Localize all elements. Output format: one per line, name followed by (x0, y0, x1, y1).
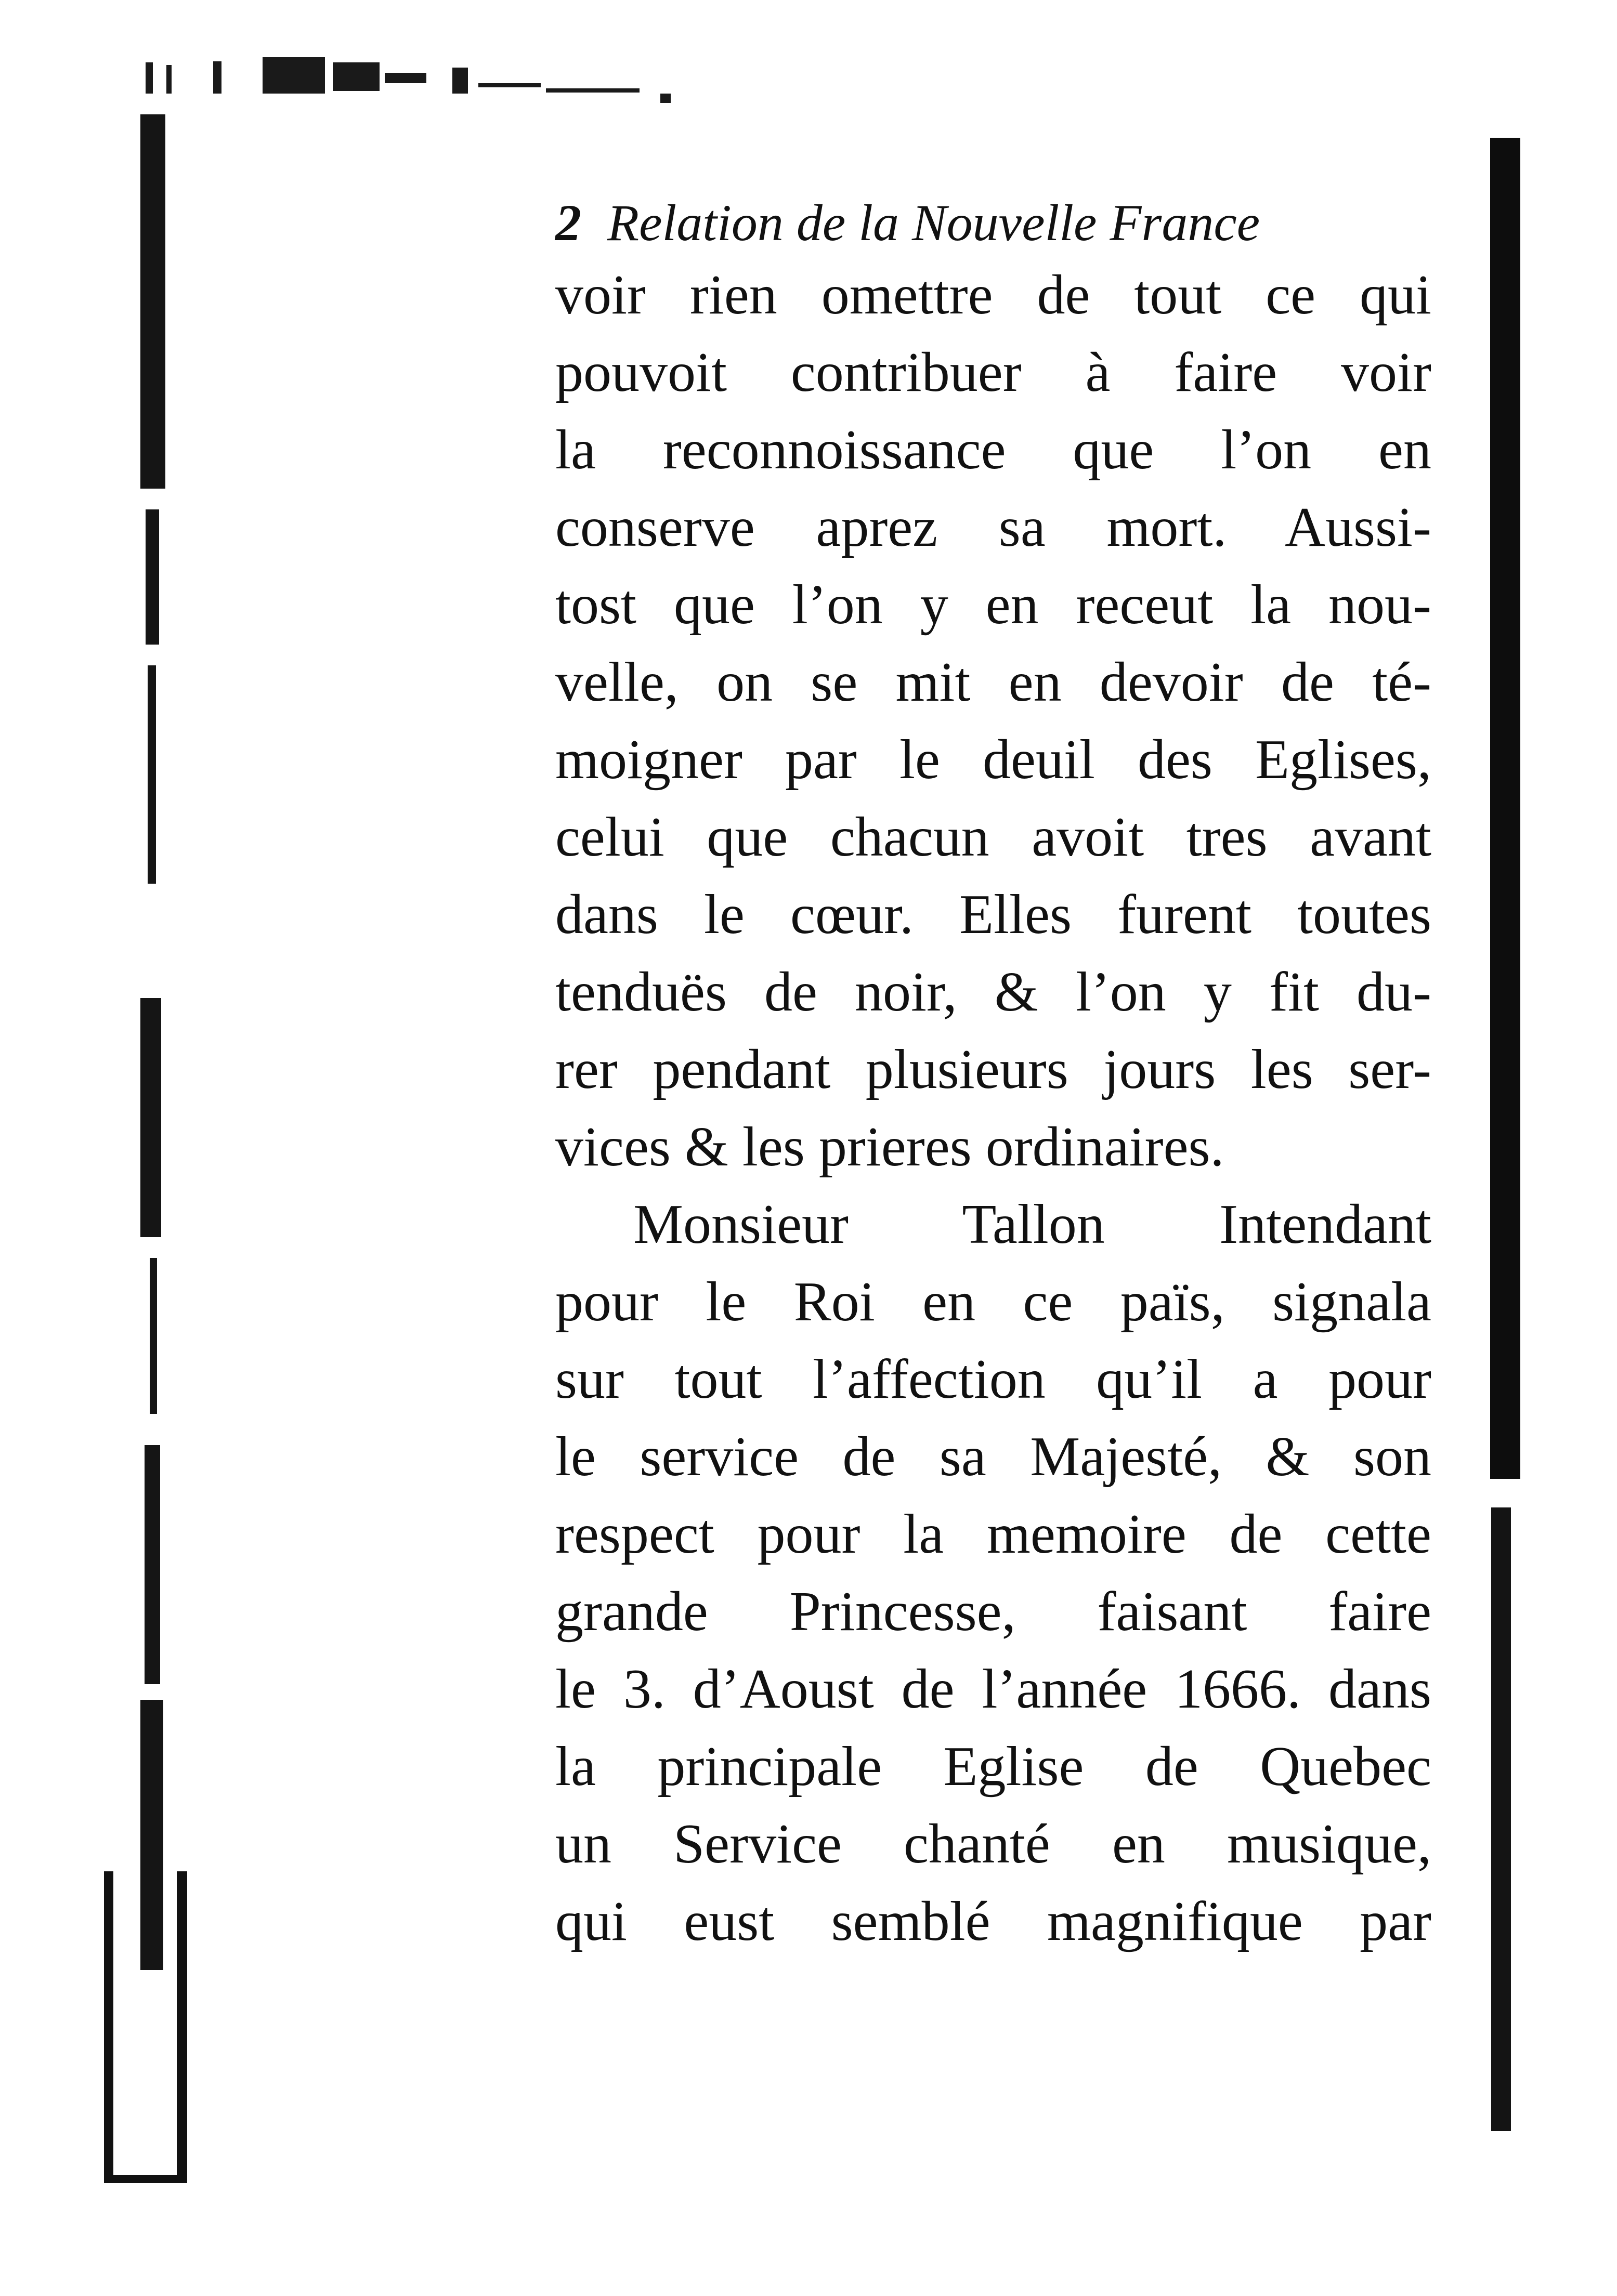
paragraph-2 (555, 1186, 1431, 1960)
text-line: voir rien omettre de tout ce qui (555, 264, 1431, 326)
text-line: moigner par le deuil des Eglises, (555, 729, 1431, 791)
running-title: Relation de la Nouvelle France (607, 194, 1260, 252)
paragraph-1 (555, 256, 1431, 1186)
text-line: la principale Eglise de Quebec (555, 1736, 1431, 1798)
text-line: respect pour la memoire de cette (555, 1503, 1431, 1565)
text-line: tost que l’on y en receut la nou- (555, 574, 1431, 636)
text-line: Monsieur Tallon Intendant (633, 1193, 1431, 1255)
text-line: qui eust semblé magnifique par (555, 1891, 1431, 1952)
right-edge-shadow (1490, 138, 1520, 1479)
text-line: grande Princesse, faisant faire (555, 1581, 1431, 1643)
text-line: la reconnoissance que l’on en (555, 419, 1431, 481)
text-line: conserve aprez sa mort. Aussi- (555, 496, 1431, 558)
top-edge-specks (135, 52, 707, 114)
text-block (555, 190, 1431, 1960)
text-line: le 3. d’Aoust de l’année 1666. dans (555, 1658, 1431, 1720)
right-edge-shadow-lower (1491, 1507, 1511, 2131)
bottom-left-binding (104, 1871, 187, 2183)
text-line: pour le Roi en ce païs, signala (555, 1271, 1431, 1333)
text-line: un Service chanté en musique, (555, 1813, 1431, 1875)
left-binding-edge (140, 114, 166, 2178)
text-line: rer pendant plusieurs jours les ser- (555, 1039, 1431, 1100)
text-line: le service de sa Majesté, & son (555, 1426, 1431, 1488)
text-line: dans le cœur. Elles furent toutes (555, 884, 1431, 946)
text-line: celui que chacun avoit tres avant (555, 806, 1431, 868)
text-line: tenduës de noir, & l’on y fit du- (555, 961, 1431, 1023)
running-head (555, 190, 1431, 256)
text-line: pouvoit contribuer à faire voir (555, 342, 1431, 403)
page-number: 2 (555, 194, 581, 252)
text-line: sur tout l’affection qu’il a pour (555, 1348, 1431, 1410)
text-line: vices & les prieres ordinaires. (555, 1116, 1224, 1178)
text-line: velle, on se mit en devoir de té- (555, 651, 1431, 713)
